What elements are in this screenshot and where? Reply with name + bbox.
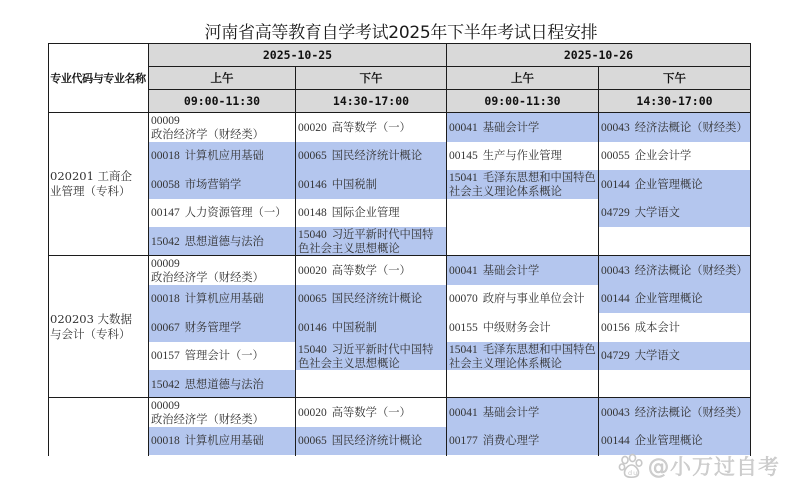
exam-subject	[149, 227, 295, 256]
subject-text	[449, 121, 539, 135]
subject-name: 经济法概论（财经类）	[634, 263, 748, 277]
major-name-cell: 020203 大数据与会计（专科）	[48, 256, 149, 398]
subject-text	[151, 206, 286, 220]
exam-subject	[296, 398, 446, 427]
subject-code: 00058	[151, 178, 180, 191]
session-header-3: 上午	[447, 67, 599, 90]
exam-subject	[296, 256, 446, 285]
subject-name: 政治经济学（财经类）	[151, 128, 264, 141]
exam-subject	[296, 142, 446, 170]
subject-text	[449, 171, 596, 198]
exam-subject	[447, 342, 598, 370]
subject-name: 中国税制	[331, 320, 377, 334]
subject-text	[298, 264, 411, 278]
subject-text	[151, 178, 241, 192]
subject-text	[151, 235, 264, 249]
subject-code: 00146	[298, 178, 327, 191]
subject-name: 大学语文	[634, 206, 680, 219]
subject-name: 人力资源管理（一）	[184, 206, 287, 219]
subject-code: 00065	[298, 293, 327, 305]
exam-subject	[599, 199, 750, 227]
subject-text	[298, 292, 422, 306]
subject-code: 00144	[601, 293, 630, 305]
exam-subject	[296, 285, 446, 313]
subject-name: 毛泽东思想和中国特色社会主义理论体系概论	[449, 171, 596, 198]
subject-name: 企业管理概论	[634, 292, 703, 305]
exam-slot-cell	[149, 113, 296, 256]
subject-name: 基础会计学	[482, 405, 540, 419]
subject-code: 00041	[449, 406, 478, 419]
exam-subject	[296, 427, 446, 455]
subject-name: 企业会计学	[634, 149, 692, 162]
subject-code: 00041	[449, 121, 478, 134]
subject-name: 基础会计学	[482, 263, 540, 277]
subject-name: 企业管理概论	[634, 434, 703, 447]
exam-slot-cell	[599, 113, 751, 256]
subject-text	[449, 149, 562, 163]
subject-name: 高等数学（一）	[331, 263, 411, 277]
subject-name: 习近平新时代中国特色社会主义思想概论	[298, 228, 434, 255]
subject-name: 成本会计	[634, 320, 680, 334]
subject-code: 15041	[449, 343, 478, 356]
major-name-cell	[48, 398, 149, 456]
subject-name: 中国税制	[331, 177, 377, 191]
subject-name: 高等数学（一）	[331, 405, 411, 419]
subject-text	[298, 343, 444, 370]
subject-name: 消费心理学	[482, 434, 540, 447]
subject-code: 00020	[298, 264, 327, 277]
subject-code: 00009	[151, 258, 180, 270]
subject-code: 00144	[601, 435, 630, 447]
subject-code: 00018	[151, 435, 180, 447]
subject-code: 00043	[601, 121, 630, 134]
watermark	[618, 452, 780, 480]
subject-code: 00043	[601, 264, 630, 277]
exam-slot-cell	[447, 113, 599, 256]
exam-subject	[599, 313, 750, 342]
subject-text	[298, 178, 377, 192]
exam-subject	[149, 170, 295, 199]
subject-text	[601, 149, 691, 163]
subject-code: 15041	[449, 172, 478, 184]
subject-name: 市场营销学	[184, 177, 242, 191]
baidu-paw-icon	[618, 453, 644, 479]
subject-text	[601, 406, 748, 420]
subject-text	[298, 228, 444, 255]
subject-code: 00156	[601, 321, 630, 334]
subject-text	[601, 206, 680, 220]
subject-name: 企业管理概论	[634, 177, 703, 191]
subject-code: 00155	[449, 321, 478, 334]
subject-text	[151, 349, 264, 363]
time-header-4: 14:30-17:00	[599, 90, 751, 113]
exam-subject	[296, 170, 446, 199]
subject-code: 00055	[601, 150, 630, 162]
subject-code: 00020	[298, 406, 327, 419]
subject-code: 00041	[449, 264, 478, 277]
exam-subject	[447, 113, 598, 142]
subject-name: 国民经济统计概论	[331, 434, 423, 447]
exam-subject	[149, 342, 295, 370]
subject-name: 基础会计学	[482, 120, 540, 134]
page-title: 河南省高等教育自学考试2025年下半年考试日程安排	[204, 23, 598, 43]
subject-text	[298, 321, 377, 335]
session-header-1: 上午	[149, 67, 296, 90]
subject-name: 经济法概论（财经类）	[634, 405, 748, 419]
subject-text	[298, 149, 422, 163]
time-header-3: 09:00-11:30	[447, 90, 599, 113]
subject-name: 习近平新时代中国特色社会主义思想概论	[298, 342, 434, 370]
subject-text	[151, 434, 264, 448]
subject-text	[449, 406, 539, 420]
subject-name: 经济法概论（财经类）	[634, 120, 748, 134]
subject-code: 15042	[151, 235, 180, 248]
exam-subject	[447, 285, 598, 313]
subject-text	[601, 121, 748, 135]
exam-subject	[296, 227, 446, 256]
date-header-2: 2025-10-26	[447, 43, 751, 67]
exam-subject	[599, 170, 750, 199]
subject-code: 00067	[151, 321, 180, 334]
subject-code: 00177	[449, 435, 478, 447]
exam-subject	[296, 342, 446, 370]
subject-text	[449, 343, 596, 370]
subject-name: 国民经济统计概论	[331, 149, 423, 162]
major-name-cell: 020201 工商企业管理（专科）	[48, 113, 149, 256]
subject-text	[601, 292, 703, 306]
subject-text	[298, 434, 422, 448]
subject-text	[449, 292, 584, 306]
exam-subject	[599, 113, 750, 142]
subject-name: 高等数学（一）	[331, 120, 411, 134]
exam-subject	[149, 113, 295, 142]
time-header-1: 09:00-11:30	[149, 90, 296, 113]
subject-name: 计算机应用基础	[184, 149, 264, 162]
subject-code: 00020	[298, 121, 327, 134]
subject-name: 计算机应用基础	[184, 434, 264, 447]
subject-code: 00070	[449, 293, 478, 305]
subject-text	[298, 406, 411, 420]
exam-slot-cell	[447, 256, 599, 398]
subject-text	[298, 121, 411, 135]
exam-subject	[149, 370, 295, 398]
subject-code: 00146	[298, 321, 327, 334]
exam-subject	[149, 285, 295, 313]
subject-text	[151, 378, 264, 392]
subject-code: 04729	[601, 350, 630, 362]
subject-code: 00144	[601, 178, 630, 191]
subject-code: 15042	[151, 378, 180, 391]
subject-name: 计算机应用基础	[184, 292, 264, 305]
subject-text	[601, 349, 680, 363]
subject-name: 生产与作业管理	[482, 149, 562, 162]
subject-text	[151, 149, 264, 163]
subject-text	[449, 264, 539, 278]
subject-name: 思想道德与法治	[184, 234, 264, 248]
exam-subject	[599, 142, 750, 170]
exam-subject	[149, 142, 295, 170]
exam-slot-cell	[599, 256, 751, 398]
subject-name: 大学语文	[634, 349, 680, 362]
subject-code: 15040	[298, 229, 327, 241]
exam-subject	[447, 142, 598, 170]
time-header-2: 14:30-17:00	[296, 90, 447, 113]
exam-slot-cell	[149, 398, 296, 456]
subject-code: 00009	[151, 400, 180, 412]
exam-subject	[149, 199, 295, 227]
subject-text	[449, 321, 551, 335]
subject-name: 国民经济统计概论	[331, 292, 423, 305]
watermark-text: @小万过自考	[648, 455, 780, 479]
subject-code: 04729	[601, 207, 630, 219]
subject-code: 00145	[449, 150, 478, 162]
exam-subject	[599, 342, 750, 370]
subject-code: 00043	[601, 406, 630, 419]
exam-subject	[149, 256, 295, 285]
exam-subject	[599, 256, 750, 285]
exam-subject	[599, 285, 750, 313]
subject-name: 政治经济学（财经类）	[151, 413, 264, 426]
subject-name: 政治经济学（财经类）	[151, 271, 264, 284]
subject-text	[601, 178, 703, 192]
major-column-header: 专业代码与专业名称	[48, 43, 149, 113]
subject-name: 思想道德与法治	[184, 377, 264, 391]
subject-code: 00148	[298, 207, 327, 219]
date-header-1: 2025-10-25	[149, 43, 447, 67]
subject-name: 毛泽东思想和中国特色社会主义理论体系概论	[449, 342, 596, 370]
subject-code: 00018	[151, 293, 180, 305]
exam-subject	[149, 313, 295, 342]
subject-text	[601, 434, 703, 448]
subject-text	[151, 292, 264, 306]
subject-name: 财务管理学	[184, 320, 242, 334]
exam-slot-cell	[296, 256, 447, 398]
schedule-table	[48, 43, 751, 456]
subject-code: 15040	[298, 343, 327, 356]
exam-subject	[447, 427, 598, 455]
exam-subject	[296, 113, 446, 142]
subject-text	[449, 434, 539, 448]
subject-name: 国际企业管理	[331, 206, 400, 219]
exam-slot-cell	[296, 398, 447, 456]
subject-code: 00157	[151, 350, 180, 362]
subject-text	[151, 257, 293, 284]
svg-text:du: du	[628, 469, 639, 477]
session-header-4: 下午	[599, 67, 751, 90]
subject-text	[151, 399, 293, 426]
subject-code: 00009	[151, 115, 180, 127]
subject-code: 00018	[151, 150, 180, 162]
exam-slot-cell	[149, 256, 296, 398]
session-header-2: 下午	[296, 67, 447, 90]
subject-code: 00065	[298, 150, 327, 162]
exam-subject	[149, 398, 295, 427]
subject-text	[151, 321, 241, 335]
exam-slot-cell	[296, 113, 447, 256]
exam-subject	[296, 199, 446, 227]
exam-subject	[296, 313, 446, 342]
exam-subject	[447, 170, 598, 199]
subject-text	[298, 206, 400, 220]
subject-name: 中级财务会计	[482, 320, 551, 334]
subject-text	[601, 264, 748, 278]
exam-subject	[447, 313, 598, 342]
subject-name: 政府与事业单位会计	[482, 292, 585, 305]
exam-subject	[149, 427, 295, 455]
subject-code: 00065	[298, 435, 327, 447]
exam-subject	[447, 256, 598, 285]
exam-slot-cell	[599, 398, 751, 456]
exam-slot-cell	[447, 398, 599, 456]
subject-name: 管理会计（一）	[184, 349, 264, 362]
subject-text	[151, 114, 293, 141]
exam-subject	[447, 398, 598, 427]
subject-text	[601, 321, 680, 335]
subject-code: 00147	[151, 207, 180, 219]
exam-subject	[599, 398, 750, 427]
